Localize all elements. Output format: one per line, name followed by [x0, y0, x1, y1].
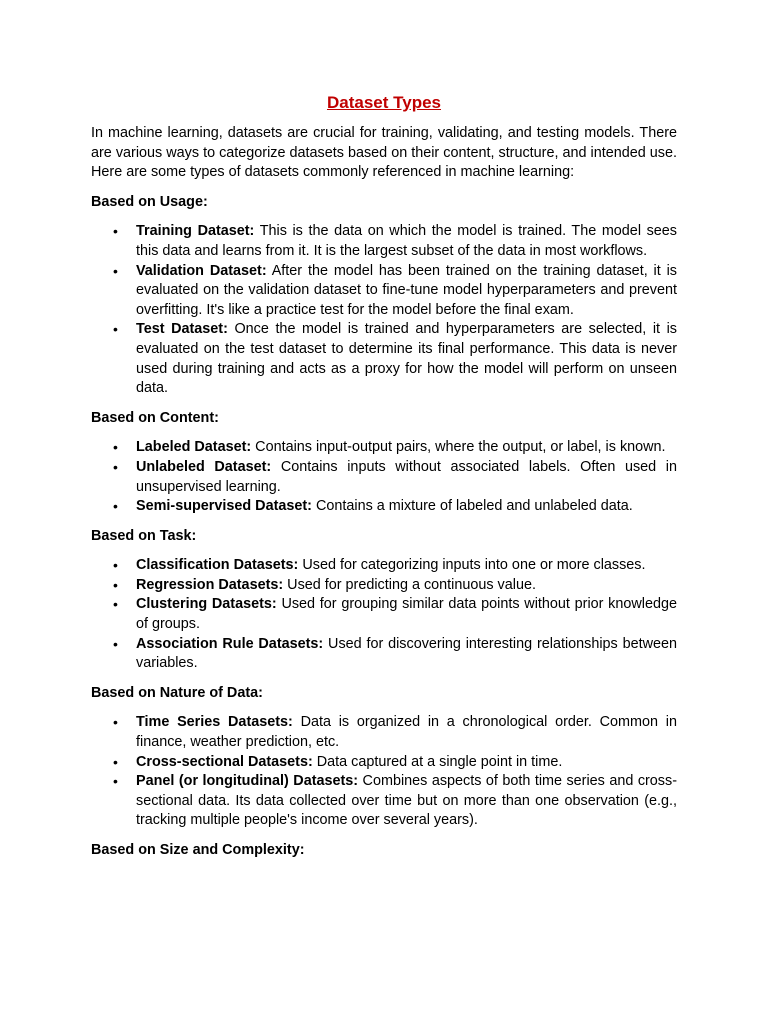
- section-heading: Based on Task:: [91, 527, 197, 544]
- item-text: Used for predicting a continuous value.: [283, 576, 536, 593]
- list-item-time-series-datasets: [91, 713, 677, 752]
- item-term: Training Dataset:: [136, 223, 255, 240]
- bullet-icon: •: [113, 262, 118, 279]
- bullet-icon: •: [113, 439, 118, 456]
- list-item-panel-datasets: [91, 772, 677, 831]
- bullet-icon: •: [113, 321, 118, 338]
- item-text: Once the model is trained and hyperparameters are selected, it is evaluated on the test dataset to determine its final performance. This data is never used during training and acts as a proxy for how the model will perform on unseen data.: [136, 321, 677, 397]
- list-item-test-dataset: [91, 320, 677, 398]
- section-based-on-task: [91, 527, 677, 674]
- section-based-on-usage: [91, 193, 677, 399]
- list-item-clustering-datasets: [91, 595, 677, 634]
- bullet-list: [91, 556, 677, 674]
- item-term: Validation Dataset:: [136, 262, 267, 279]
- list-item-regression-datasets: [91, 576, 677, 596]
- item-text: Contains inputs without associated labels. Often used in unsupervised learning.: [136, 458, 677, 495]
- bullet-icon: •: [113, 498, 118, 515]
- sections-container: [91, 193, 677, 861]
- item-term: Test Dataset:: [136, 321, 228, 338]
- bullet-icon: •: [113, 635, 118, 652]
- item-term: Regression Datasets:: [136, 576, 284, 593]
- item-term: Semi-supervised Dataset:: [136, 498, 312, 515]
- item-text: Used for discovering interesting relationships between variables.: [136, 635, 677, 672]
- list-item-cross-sectional-datasets: [91, 753, 677, 773]
- item-term: Clustering Datasets:: [136, 596, 277, 613]
- bullet-icon: •: [113, 753, 118, 770]
- list-item-semi-supervised-dataset: [91, 497, 677, 517]
- item-text: After the model has been trained on the training dataset, it is evaluated on the validation dataset to fine-tune model hyperparameters and prevent overfitting. It's like a practice test for the model before the final exam.: [136, 262, 678, 318]
- bullet-list: [91, 713, 677, 831]
- list-item-training-dataset: [91, 222, 677, 261]
- list-item-unlabeled-dataset: [91, 458, 677, 497]
- bullet-icon: •: [113, 576, 118, 593]
- bullet-icon: •: [113, 714, 118, 731]
- bullet-list: [91, 222, 677, 398]
- bullet-list: [91, 438, 677, 516]
- item-term: Unlabeled Dataset:: [136, 458, 272, 475]
- list-item-labeled-dataset: [91, 438, 677, 458]
- item-text: This is the data on which the model is trained. The model sees this data and learns from it. It is the largest subset of the data in most workflows.: [136, 223, 678, 259]
- bullet-icon: •: [113, 223, 118, 240]
- bullet-icon: •: [113, 773, 118, 790]
- list-item-classification-datasets: [91, 556, 677, 576]
- item-term: Classification Datasets:: [136, 557, 299, 574]
- section-heading: Based on Size and Complexity:: [91, 842, 305, 858]
- section-heading: Based on Nature of Data:: [91, 684, 263, 701]
- section-heading: Based on Content:: [91, 409, 219, 426]
- bullet-icon: •: [113, 596, 118, 613]
- section-based-on-nature-of-data: [91, 684, 677, 831]
- section-heading: Based on Usage:: [91, 193, 208, 210]
- intro-paragraph: In machine learning, datasets are crucial for training, validating, and testing models. There are various ways to categorize datasets based on their content, structure, and intended use. Here are some types of datasets commonly referenced in machine learning:: [91, 125, 677, 181]
- item-text: Combines aspects of both time series and cross-sectional data. Its data collected over time but on more than one observation (e.g., tracking multiple people's income over several years).: [136, 773, 677, 829]
- bullet-icon: •: [113, 458, 118, 475]
- list-item-validation-dataset: [91, 262, 677, 321]
- list-item-association-rule-datasets: [91, 635, 677, 674]
- item-text: Data captured at a single point in time.: [312, 753, 563, 770]
- section-based-on-content: [91, 409, 677, 517]
- item-term: Panel (or longitudinal) Datasets:: [136, 773, 359, 790]
- item-term: Cross-sectional Datasets:: [136, 753, 313, 770]
- item-text: Contains a mixture of labeled and unlabeled data.: [311, 498, 633, 515]
- item-text: Data is organized in a chronological order. Common in finance, weather prediction, etc.: [136, 714, 677, 751]
- item-term: Association Rule Datasets:: [136, 635, 324, 652]
- document-title: Dataset Types: [326, 93, 441, 112]
- item-text: Contains input-output pairs, where the output, or label, is known.: [251, 439, 666, 456]
- item-text: Used for categorizing inputs into one or more classes.: [298, 557, 646, 574]
- bullet-icon: •: [113, 557, 118, 574]
- item-term: Labeled Dataset:: [136, 439, 252, 456]
- item-text: Used for grouping similar data points without prior knowledge of groups.: [136, 596, 677, 633]
- section-based-on-size-and-complexity: [91, 841, 677, 861]
- item-term: Time Series Datasets:: [136, 714, 293, 731]
